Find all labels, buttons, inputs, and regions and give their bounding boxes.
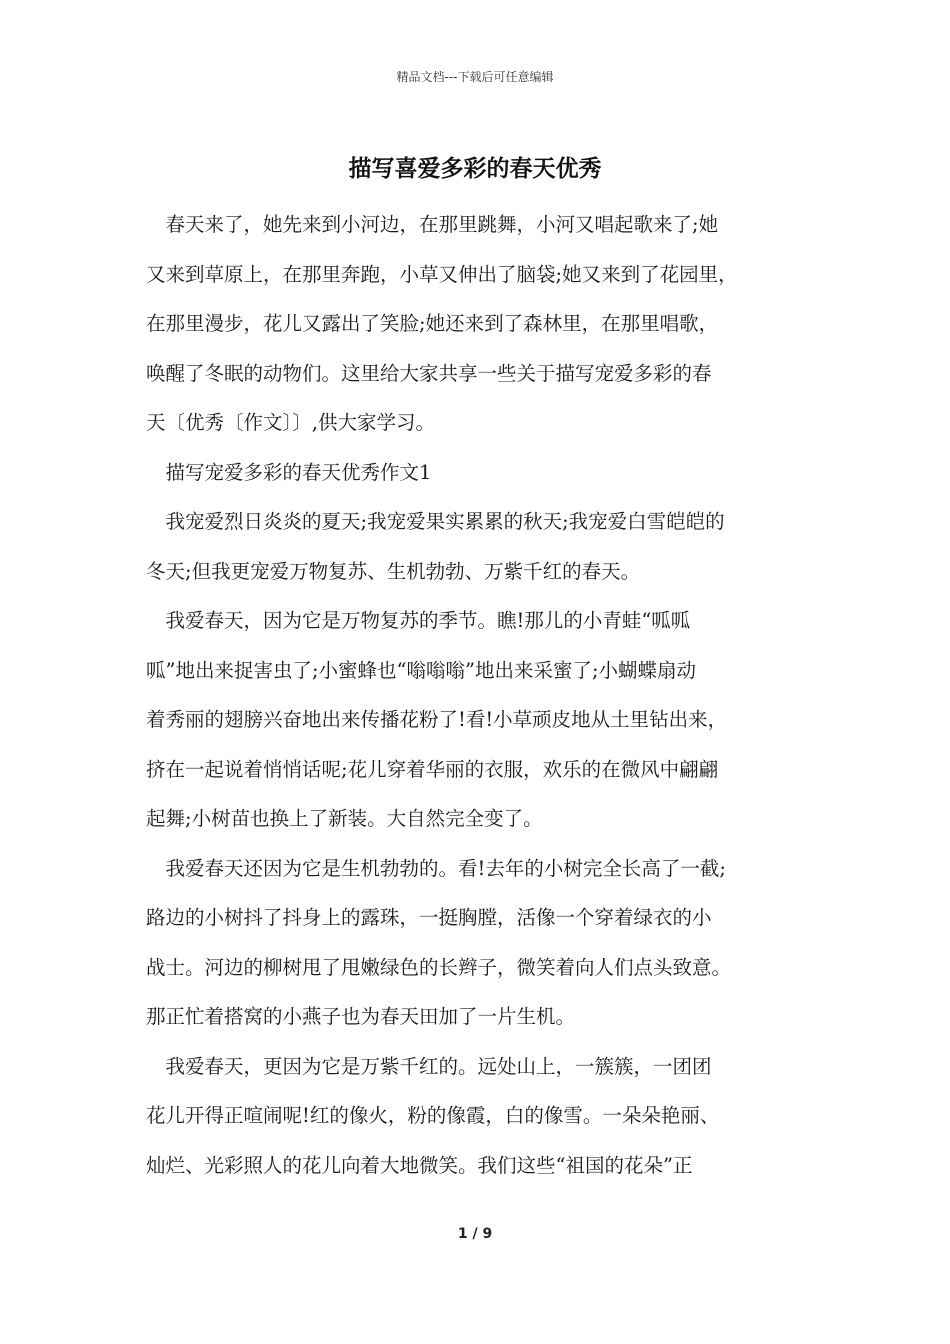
body-line: 天〔优秀〔作文〕〕,供大家学习。 [146,411,435,434]
body-line: 着秀丽的翅膀兴奋地出来传播花粉了!看!小草顽皮地从土里钻出来， [146,708,728,731]
body-line: 花儿开得正喧闹呢!红的像火，粉的像霞，白的像雪。一朵朵艳丽、 [146,1104,720,1127]
body-line: 又来到草原上，在那里奔跑，小草又伸出了脑袋;她又来到了花园里， [146,262,738,286]
document-body [146,200,806,1190]
body-line: 我爱春天，因为它是万物复苏的季节。瞧!那儿的小青蛙“呱呱 [146,609,691,632]
body-line: 我爱春天，更因为它是万紫千红的。远处山上，一簇簇，一团团 [146,1054,712,1078]
page-header: 精品文档---下载后可任意编辑 [396,70,554,84]
body-line: 战士。河边的柳树甩了甩嫩绿色的长辫子，微笑着向人们点头致意。 [146,955,732,979]
body-line: 起舞;小树苗也换上了新装。大自然完全变了。 [146,807,543,830]
body-line: 挤在一起说着悄悄话呢;花儿穿着华丽的衣服，欢乐的在微风中翩翩 [146,757,719,781]
body-line: 冬天;但我更宠爱万物复苏、生机勃勃、万紫千红的春天。 [146,559,641,583]
body-line: 春天来了，她先来到小河边，在那里跳舞，小河又唱起歌来了;她 [146,213,719,236]
body-line: 路边的小树抖了抖身上的露珠，一挺胸膛，活像一个穿着绿衣的小 [146,906,712,929]
page-number [0,1226,950,1242]
section-heading: 描写宠爱多彩的春天优秀作文1 [146,460,432,484]
body-line: 在那里漫步，花儿又露出了笑脸;她还来到了森林里，在那里唱歌， [146,312,719,335]
body-line: 那正忙着搭窝的小燕子也为春天田加了一片生机。 [146,1005,576,1028]
body-line: 呱”地出来捉害虫了;小蜜蜂也“嗡嗡嗡”地出来采蜜了;小蝴蝶扇动 [146,658,697,682]
page-separator: / [472,1226,478,1242]
body-line: 灿烂、光彩照人的花儿向着大地微笑。我们这些“祖国的花朵”正 [146,1153,693,1177]
body-line: 唤醒了冬眠的动物们。这里给大家共享一些关于描写宠爱多彩的春 [146,361,712,385]
document-title: 描写喜爱多彩的春天优秀 [348,155,602,182]
page-total: 9 [482,1226,493,1242]
body-line: 我宠爱烈日炎炎的夏天;我宠爱果实累累的秋天;我宠爱白雪皑皑的 [146,510,725,533]
body-line: 我爱春天还因为它是生机勃勃的。看!去年的小树完全长高了一截; [146,856,726,880]
page-current: 1 [457,1226,468,1242]
